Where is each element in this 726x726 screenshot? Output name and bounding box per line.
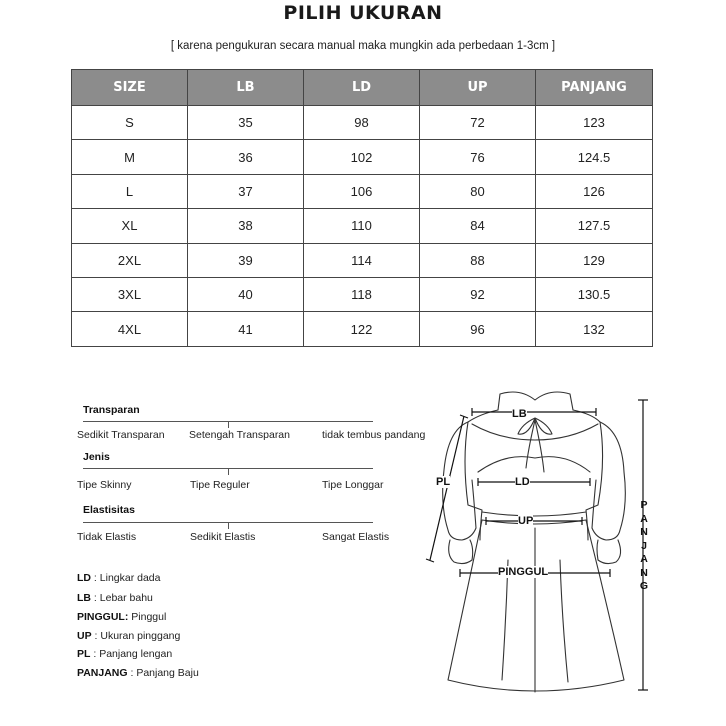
table-row [72, 106, 653, 140]
panjang-letter: J [641, 539, 647, 552]
panjang-letter: G [639, 580, 649, 592]
cell-panjang: 124.5 [536, 140, 653, 174]
table-header-row [72, 70, 653, 106]
cell-ld: 110 [304, 209, 420, 243]
legend-item-lb: LB : Lebar bahu [77, 592, 153, 604]
table-row [72, 312, 653, 346]
jenis-scale-tick [228, 468, 229, 475]
cell-ld: 114 [304, 243, 420, 277]
diagram-label-lb: LB [512, 408, 527, 420]
cell-panjang: 127.5 [536, 209, 653, 243]
elastisitas-option-sedikit: Sedikit Elastis [190, 531, 256, 543]
cell-lb: 41 [188, 312, 304, 346]
diagram-label-ld: LD [515, 476, 530, 488]
cell-size: L [72, 174, 188, 208]
cell-ld: 102 [304, 140, 420, 174]
cell-panjang: 126 [536, 174, 653, 208]
elastisitas-option-sangat: Sangat Elastis [322, 531, 390, 543]
table-row [72, 140, 653, 174]
elastisitas-option-tidak: Tidak Elastis [77, 531, 137, 543]
cell-up: 80 [420, 174, 536, 208]
table-row [72, 209, 653, 243]
diagram-label-pl: PL [436, 476, 451, 488]
legend-item-up: UP : Ukuran pinggang [77, 630, 181, 642]
cell-lb: 37 [188, 174, 304, 208]
cell-up: 72 [420, 106, 536, 140]
table-row [72, 243, 653, 277]
transparan-title: Transparan [83, 404, 140, 416]
panjang-letter: P [640, 499, 648, 511]
cell-up: 76 [420, 140, 536, 174]
diagram-label-pinggul: PINGGUL [498, 566, 549, 578]
cell-up: 88 [420, 243, 536, 277]
cell-panjang: 132 [536, 312, 653, 346]
cell-ld: 118 [304, 277, 420, 311]
cell-lb: 40 [188, 277, 304, 311]
header-lb: LB [188, 70, 304, 106]
diagram-label-up: UP [518, 515, 534, 527]
cell-panjang: 130.5 [536, 277, 653, 311]
cell-size: XL [72, 209, 188, 243]
table-row [72, 174, 653, 208]
transparan-option-low: Sedikit Transparan [77, 429, 165, 441]
cell-size: 2XL [72, 243, 188, 277]
transparan-option-high: tidak tembus pandang [322, 429, 426, 441]
cell-ld: 98 [304, 106, 420, 140]
legend-item-pl: PL : Panjang lengan [77, 648, 173, 660]
elastisitas-scale-tick [228, 522, 229, 529]
cell-lb: 39 [188, 243, 304, 277]
measurement-guides [426, 400, 648, 690]
legend-item-pinggul: PINGGUL: Pinggul [77, 611, 167, 623]
cell-size: M [72, 140, 188, 174]
panjang-letter: A [640, 553, 648, 565]
panjang-letter: N [640, 566, 648, 579]
cell-lb: 35 [188, 106, 304, 140]
jenis-title: Jenis [83, 451, 110, 463]
size-chart-table [71, 69, 653, 347]
cell-ld: 122 [304, 312, 420, 346]
legend-item-panjang: PANJANG : Panjang Baju [77, 667, 199, 679]
measurement-note: [ karena pengukuran secara manual maka mungkin ada perbedaan 1-3cm ] [170, 40, 556, 52]
cell-ld: 106 [304, 174, 420, 208]
page-title: PILIH UKURAN [283, 2, 443, 24]
transparan-scale-tick [228, 421, 229, 428]
legend-item-ld: LD : Lingkar dada [77, 572, 161, 584]
right-sleeve [592, 422, 625, 540]
collar-shape [498, 392, 573, 410]
cell-size: 4XL [72, 312, 188, 346]
cell-up: 96 [420, 312, 536, 346]
header-panjang: PANJANG [536, 70, 653, 106]
cell-lb: 38 [188, 209, 304, 243]
panjang-letter: N [640, 526, 648, 538]
cell-up: 92 [420, 277, 536, 311]
cell-panjang: 123 [536, 106, 653, 140]
cell-panjang: 129 [536, 243, 653, 277]
header-up: UP [420, 70, 536, 106]
panjang-letter: A [640, 512, 648, 525]
jenis-option-longgar: Tipe Longgar [322, 479, 384, 491]
jenis-option-skinny: Tipe Skinny [77, 479, 132, 491]
cell-size: S [72, 106, 188, 140]
elastisitas-title: Elastisitas [83, 504, 135, 516]
transparan-option-mid: Setengah Transparan [189, 429, 290, 441]
header-size: SIZE [72, 70, 188, 106]
header-ld: LD [304, 70, 420, 106]
cell-size: 3XL [72, 277, 188, 311]
jenis-option-reguler: Tipe Reguler [190, 479, 250, 491]
cell-up: 84 [420, 209, 536, 243]
table-row [72, 277, 653, 311]
cell-lb: 36 [188, 140, 304, 174]
